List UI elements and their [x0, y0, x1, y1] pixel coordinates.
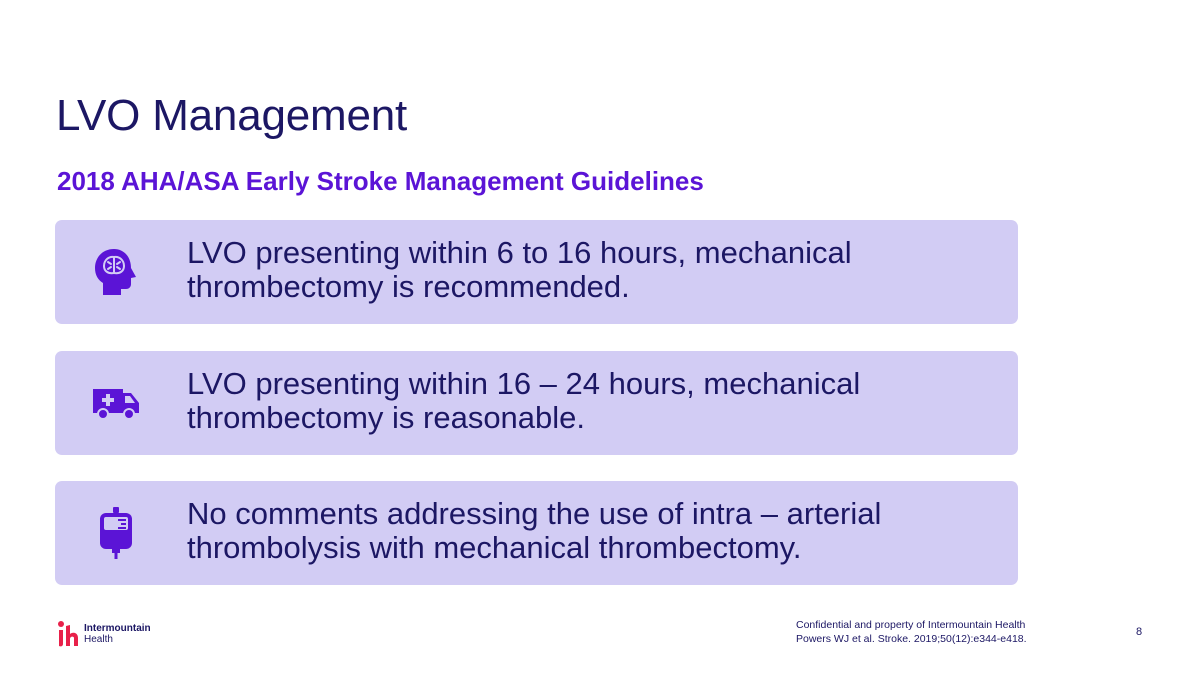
- intermountain-logo: [56, 620, 151, 648]
- page-number: 8: [1136, 626, 1143, 638]
- ambulance-icon: [89, 376, 143, 430]
- citation: Powers WJ et al. Stroke. 2019;50(12):e344-e418.: [796, 633, 1027, 645]
- guideline-text-2: LVO presenting within 16 – 24 hours, mechanical thrombectomy is reasonable.: [187, 366, 861, 435]
- footnote: [796, 618, 1027, 646]
- guideline-card-1: [55, 220, 1018, 324]
- guideline-card-3: [55, 481, 1018, 585]
- iv-bag-icon: [89, 506, 143, 560]
- guideline-card-2: [55, 351, 1018, 455]
- confidential-notice: Confidential and property of Intermountain Health: [796, 619, 1026, 631]
- logo-line-2: Health: [84, 634, 113, 645]
- slide-title: LVO Management: [56, 91, 408, 140]
- guideline-text-1: LVO presenting within 6 to 16 hours, mechanical thrombectomy is recommended.: [187, 235, 852, 304]
- slide-subtitle: 2018 AHA/ASA Early Stroke Management Guidelines: [57, 166, 704, 196]
- brain-head-icon: [89, 245, 143, 299]
- logo-line-1: Intermountain: [84, 623, 151, 634]
- guideline-text-3: No comments addressing the use of intra – arterial thrombolysis with mechanical thrombectomy.: [187, 496, 882, 565]
- intermountain-logo-mark-icon: [56, 620, 80, 648]
